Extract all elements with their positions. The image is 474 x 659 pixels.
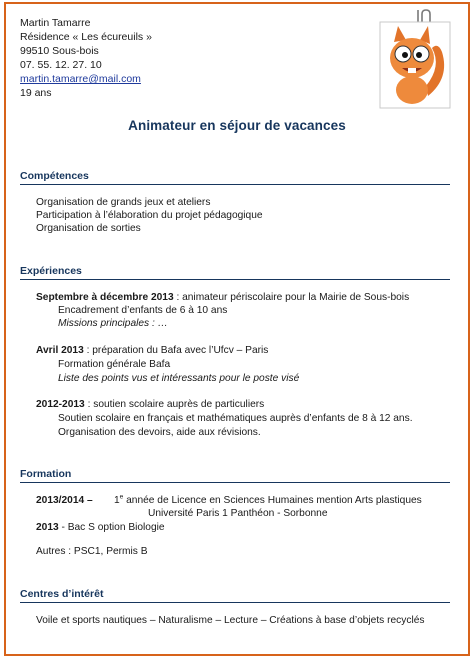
formation-school: Université Paris 1 Panthéon - Sorbonne	[148, 508, 328, 519]
experience-detail: Organisation des devoirs, aide aux révisions.	[58, 427, 261, 438]
competence-item: Organisation de grands jeux et ateliers	[36, 197, 211, 208]
experience-period: Septembre à décembre 2013	[36, 292, 174, 303]
experience-description: : préparation du Bafa avec l’Ufcv – Paris	[83, 345, 269, 356]
formation-entry	[36, 521, 165, 534]
contact-email-link[interactable]: martin.tamarre@mail.com	[20, 73, 141, 85]
formation-year: 2013/2014 –	[36, 495, 93, 506]
experience-title	[36, 291, 409, 304]
contact-age: 19 ans	[20, 87, 52, 99]
contact-phone: 07. 55. 12. 27. 10	[20, 59, 102, 71]
page-title: Animateur en séjour de vacances	[128, 118, 346, 133]
formation-year: 2013	[36, 522, 59, 533]
experience-detail: Encadrement d’enfants de 6 à 10 ans	[58, 305, 228, 316]
experience-title	[36, 344, 268, 357]
squirrel-mascot-icon	[376, 8, 454, 110]
interests-text: Voile et sports nautiques – Naturalisme – Lecture – Créations à base d’objets recyclés	[36, 615, 425, 626]
contact-address-line-2: 99510 Sous-bois	[20, 45, 99, 57]
contact-name: Martin Tamarre	[20, 17, 91, 29]
experience-note: Liste des points vus et intéressants pour le poste visé	[58, 373, 300, 384]
experience-detail: Soutien scolaire en français et mathématiques auprès d’enfants de 8 à 12 ans.	[58, 413, 413, 424]
section-heading-formation: Formation	[20, 468, 450, 483]
experience-description: : animateur périscolaire pour la Mairie de Sous-bois	[173, 292, 410, 303]
experience-period: Avril 2013	[36, 345, 84, 356]
experience-note: Missions principales : …	[58, 318, 168, 329]
formation-degree: année de Licence en Sciences Humaines mention Arts plastiques	[123, 495, 422, 506]
competence-item: Organisation de sorties	[36, 223, 141, 234]
experience-detail: Formation générale Bafa	[58, 359, 171, 370]
formation-other: Autres : PSC1, Permis B	[36, 546, 148, 557]
contact-block	[20, 16, 152, 100]
experience-description: : soutien scolaire auprès de particuliers	[84, 399, 265, 410]
formation-entry	[114, 494, 422, 507]
experience-period: 2012-2013	[36, 399, 85, 410]
experience-title	[36, 398, 264, 411]
competence-item: Participation à l’élaboration du projet pédagogique	[36, 210, 263, 221]
contact-address-line-1: Résidence « Les écureuils »	[20, 31, 152, 43]
formation-ordinal-suffix: e	[119, 493, 124, 501]
formation-ordinal: 1	[114, 495, 120, 506]
section-heading-competences: Compétences	[20, 170, 450, 185]
formation-degree: - Bac S option Biologie	[58, 522, 165, 533]
section-heading-interests: Centres d’intérêt	[20, 588, 450, 603]
section-heading-experiences: Expériences	[20, 265, 450, 280]
